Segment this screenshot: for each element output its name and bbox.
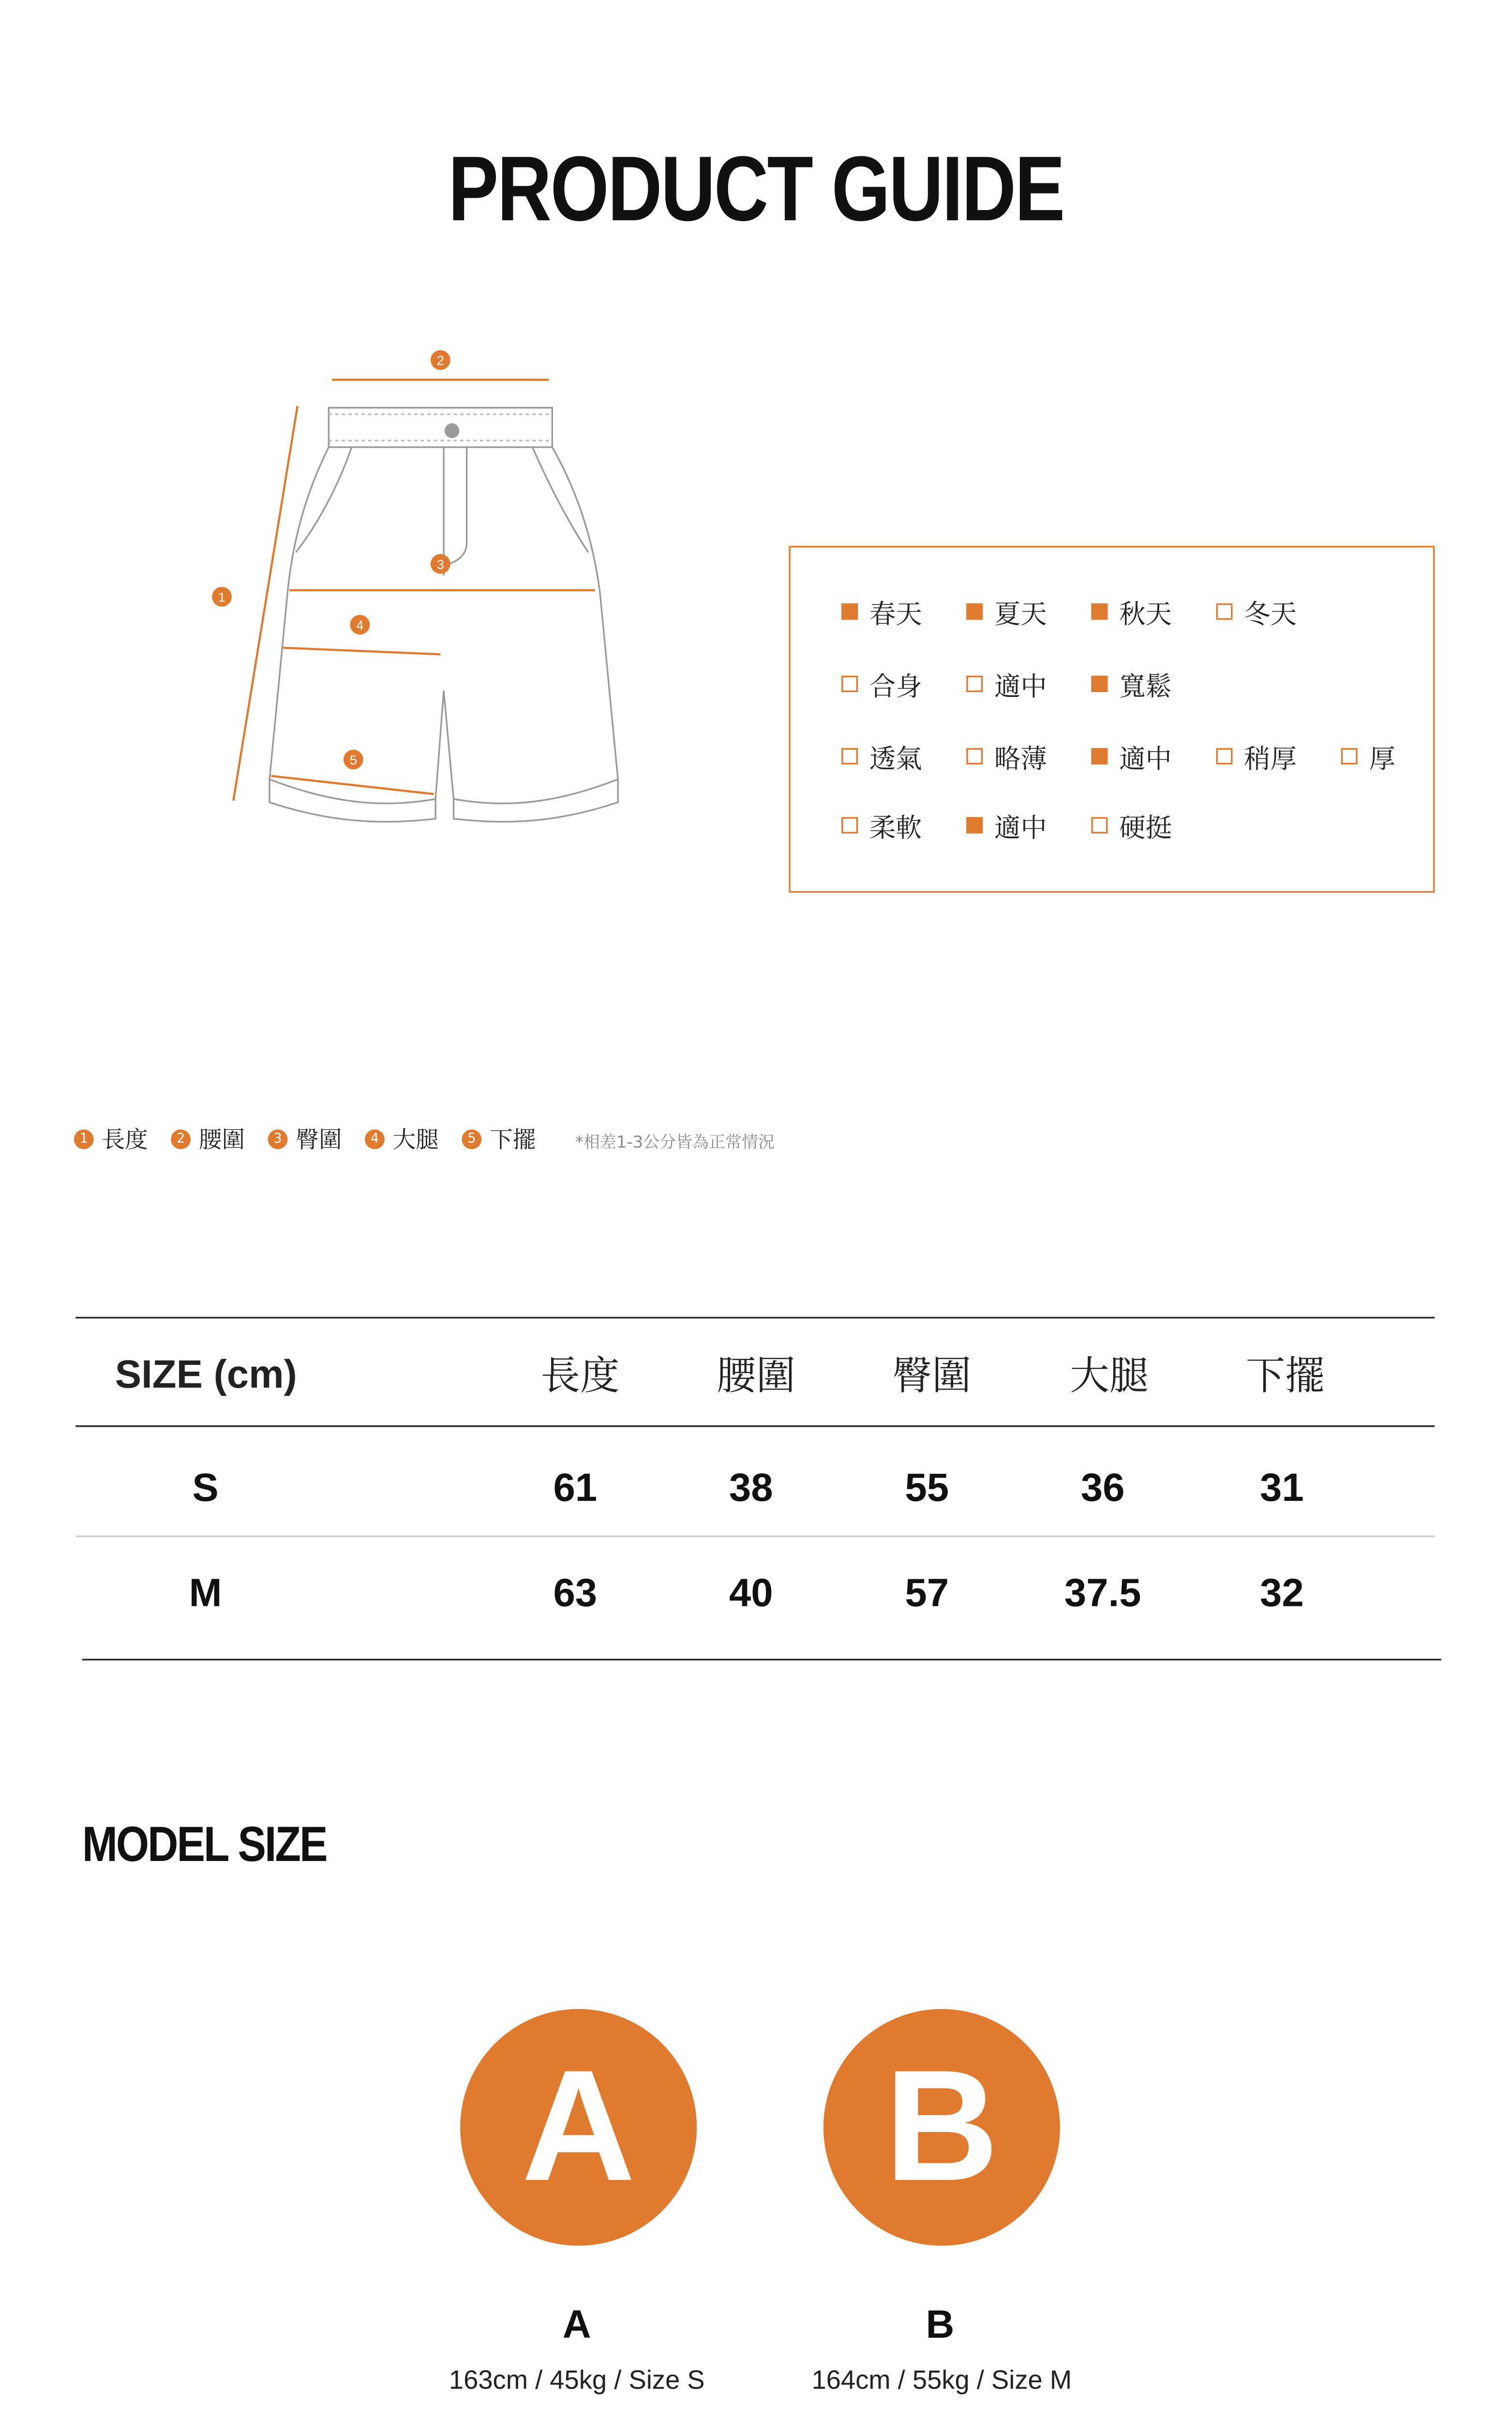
table-cell-thigh: 36 [1080, 1466, 1125, 1511]
unchecked-box-icon [1216, 604, 1233, 620]
table-header-size: SIZE (cm) [115, 1353, 297, 1398]
model-size-title: MODEL SIZE [82, 1818, 327, 1873]
measurement-legend [74, 1123, 775, 1156]
unchecked-box-icon [1091, 817, 1108, 833]
legend-label: 長度 [102, 1128, 148, 1154]
table-cell-waist: 38 [729, 1466, 773, 1511]
checked-box-icon [966, 817, 983, 833]
shorts-left-pocket [296, 447, 351, 552]
attribute-option-label: 冬天 [1244, 597, 1297, 629]
marker-thigh-label: 4 [356, 617, 364, 633]
shorts-button [445, 424, 460, 439]
table-cell-hip: 57 [905, 1572, 949, 1616]
unchecked-box-icon [966, 748, 983, 764]
checked-box-icon [1091, 604, 1108, 620]
unchecked-box-icon [841, 748, 858, 764]
legend-label: 臀圍 [296, 1128, 342, 1154]
table-cell-hem: 31 [1260, 1466, 1304, 1511]
table-header-thigh: 大腿 [1070, 1353, 1149, 1399]
attribute-option-label: 秋天 [1119, 597, 1172, 629]
attribute-option [841, 666, 922, 702]
model-a-info: 163cm / 45kg / Size S [449, 2367, 705, 2395]
attribute-option-label: 硬挺 [1119, 811, 1172, 843]
unchecked-box-icon [966, 676, 983, 692]
attribute-option [966, 738, 1047, 774]
table-cell-waist: 40 [729, 1572, 773, 1616]
attribute-option [841, 807, 922, 844]
table-header-length: 長度 [540, 1353, 620, 1399]
table-header-hem: 下擺 [1245, 1353, 1325, 1399]
measure-line-thigh [283, 648, 440, 654]
legend-item [171, 1123, 245, 1156]
legend-item [74, 1123, 148, 1156]
legend-number-badge: 3 [268, 1130, 288, 1150]
table-header-rule [75, 1425, 1435, 1427]
attribute-option-label: 略薄 [994, 742, 1047, 774]
table-cell-hem: 32 [1260, 1572, 1304, 1616]
unchecked-box-icon [841, 676, 858, 692]
legend-number-badge: 5 [462, 1130, 481, 1150]
fabric-attributes-box [789, 546, 1435, 893]
legend-label: 腰圍 [199, 1128, 245, 1154]
legend-item [365, 1123, 439, 1156]
measure-line-hem [271, 776, 434, 794]
model-a-name: A [562, 2303, 591, 2348]
attribute-option-label: 適中 [1119, 742, 1172, 774]
table-top-rule [75, 1317, 1435, 1318]
attribute-option [1091, 666, 1171, 702]
attribute-option-label: 透氣 [869, 742, 922, 774]
table-cell-length: 63 [553, 1572, 598, 1616]
shorts-fly [444, 447, 467, 575]
attribute-option-label: 夏天 [994, 597, 1047, 629]
legend-number-badge: 4 [365, 1130, 385, 1150]
table-row-rule [75, 1536, 1435, 1537]
unchecked-box-icon [1216, 748, 1233, 764]
marker-hem-label: 5 [349, 752, 357, 768]
table-bottom-rule [82, 1659, 1441, 1660]
unchecked-box-icon [1341, 748, 1358, 764]
attribute-option-label: 合身 [869, 670, 922, 701]
attribute-option-label: 寬鬆 [1119, 670, 1172, 701]
attribute-option [1216, 593, 1297, 630]
checked-box-icon [1091, 748, 1108, 764]
legend-number-badge: 2 [171, 1130, 191, 1150]
attribute-option [1091, 593, 1171, 630]
shorts-measurement-diagram [197, 329, 658, 855]
attribute-option [1216, 738, 1297, 774]
attribute-option [1091, 738, 1171, 774]
page-title: PRODUCT GUIDE [448, 136, 1064, 240]
table-cell-size: M [189, 1572, 222, 1616]
model-a-badge: A [460, 2009, 697, 2246]
model-b-info: 164cm / 55kg / Size M [811, 2367, 1072, 2395]
attribute-option [841, 593, 922, 630]
measure-line-length [233, 406, 297, 801]
attribute-option [1091, 807, 1171, 844]
attribute-option [1341, 738, 1395, 774]
attribute-option-label: 春天 [869, 597, 922, 629]
attribute-option-label: 適中 [994, 811, 1047, 843]
table-cell-thigh: 37.5 [1064, 1572, 1141, 1616]
model-b-name: B [926, 2303, 955, 2348]
checked-box-icon [966, 604, 983, 620]
checked-box-icon [1091, 676, 1108, 692]
marker-length-label: 1 [218, 590, 226, 605]
attribute-option [841, 738, 922, 774]
unchecked-box-icon [841, 817, 858, 833]
table-cell-length: 61 [553, 1466, 598, 1511]
attribute-option [966, 807, 1047, 844]
table-cell-size: S [192, 1466, 219, 1511]
marker-hip-label: 3 [436, 557, 444, 572]
model-b-badge: B [823, 2009, 1060, 2246]
attribute-option-label: 稍厚 [1244, 742, 1297, 774]
table-header-hip: 臀圍 [892, 1353, 972, 1399]
shorts-waist-stitch [329, 414, 552, 440]
attribute-option [966, 593, 1047, 630]
marker-waist-label: 2 [436, 353, 444, 368]
tolerance-note: *相差1-3公分皆為正常情況 [575, 1134, 775, 1152]
attribute-option-label: 柔軟 [869, 811, 922, 843]
legend-label: 大腿 [392, 1128, 439, 1154]
checked-box-icon [841, 604, 858, 620]
legend-number-badge: 1 [74, 1130, 94, 1150]
legend-item [462, 1123, 536, 1156]
table-header-waist: 腰圍 [716, 1353, 796, 1399]
attribute-option [966, 666, 1047, 702]
attribute-option-label: 厚 [1369, 742, 1395, 774]
legend-item [268, 1123, 342, 1156]
table-cell-hip: 55 [905, 1466, 949, 1511]
attribute-option-label: 適中 [994, 670, 1047, 701]
legend-label: 下擺 [490, 1128, 536, 1154]
